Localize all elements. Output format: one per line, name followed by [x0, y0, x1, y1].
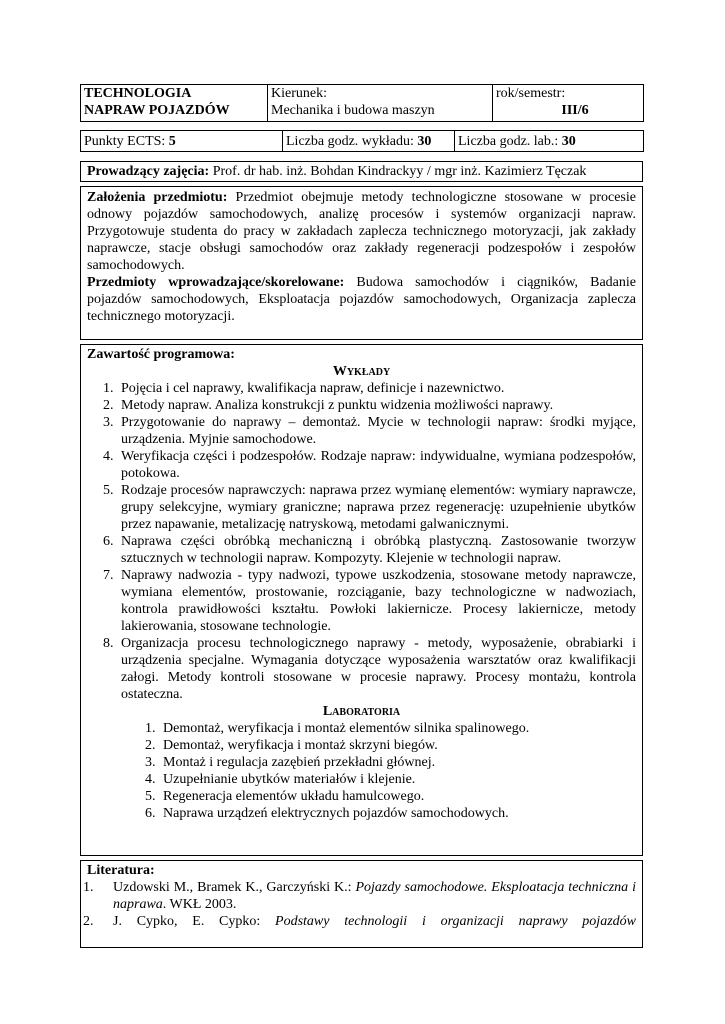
literature-authors: Uzdowski M., Bramek K., Garczyński K.:	[113, 880, 356, 895]
literature-rest: . WKŁ 2003.	[162, 897, 237, 912]
lab-item: 4. Uzupełnianie ubytków materiałów i klejenie.	[159, 771, 636, 788]
labs-list	[87, 720, 636, 822]
instructors-value: Prof. dr hab. inż. Bohdan Kindrackyy / mgr inż. Kazimierz Tęczak	[209, 164, 587, 179]
lab-hours-value: 30	[561, 133, 576, 149]
assumptions-label: Założenia przedmiotu:	[87, 190, 228, 205]
program-label: Zawartość programowa:	[87, 347, 235, 362]
hours-table	[80, 130, 643, 152]
lecture-item: 6. Naprawa części obróbką mechaniczną i obróbką plastyczną. Zastosowanie tworzyw sztucznych w technologii napraw. Kompozyty. Klejenie w technologii napraw.	[117, 533, 636, 567]
lab-item: 1. Demontaż, weryfikacja i montaż elementów silnika spalinowego.	[159, 720, 636, 737]
course-title-cell	[81, 85, 268, 122]
lecture-item: 1. Pojęcia i cel naprawy, kwalifikacja napraw, definicje i nazewnictwo.	[117, 380, 636, 397]
year-value: III/6	[561, 103, 589, 118]
year-cell	[493, 85, 644, 122]
literature-number: 1.	[83, 880, 94, 895]
literature-title: Podstawy technologii i organizacji naprawy pojazdów	[275, 914, 636, 929]
lecture-item: 3. Przygotowanie do naprawy – demontaż. Mycie w technologii napraw: środki myjące, urządzenia. Myjnie samochodowe.	[117, 414, 636, 448]
literature-entry	[113, 879, 636, 913]
prereq-text: Budowa samochodów i ciągników, Badanie pojazdów samochodowych, Eksploatacja pojazdów samochodowych, Organizacja zaplecza technicznego motoryzacji.	[87, 275, 636, 324]
lectures-heading: Wykłady	[332, 364, 391, 379]
lecture-item: 2. Metody napraw. Analiza konstrukcji z punktu widzenia możliwości naprawy.	[117, 397, 636, 414]
lab-item: 2. Demontaż, weryfikacja i montaż skrzyni biegów.	[159, 737, 636, 754]
assumptions-box	[80, 186, 643, 340]
lecture-item: 4. Weryfikacja części i podzespołów. Rodzaje napraw: indywidualne, wymiana podzespołów, potokowa.	[117, 448, 636, 482]
lab-item: 5. Regeneracja elementów układu hamulcowego.	[159, 788, 636, 805]
course-header-table	[80, 84, 643, 122]
direction-value: Mechanika i budowa maszyn	[271, 103, 435, 118]
lecture-hours-label: Liczba godz. wykładu:	[286, 133, 418, 149]
instructors-label: Prowadzący zajęcia:	[87, 164, 210, 179]
lecture-hours-value: 30	[417, 133, 432, 149]
lab-hours-label: Liczba godz. lab.:	[458, 133, 562, 149]
prereq-paragraph	[87, 274, 636, 325]
ects-label: Punkty ECTS:	[84, 133, 169, 149]
literature-number: 2.	[83, 914, 94, 929]
direction-cell	[268, 85, 493, 122]
lecture-item: 8. Organizacja procesu technologicznego naprawy - metody, wyposażenie, obrabiarki i urządzenia specjalne. Wymagania dotyczące wyposażenia warsztatów oraz kwalifikacji załogi. Metody kontroli stosowane w procesie naprawy. Procesy montażu, kontrola ostateczna.	[117, 635, 636, 703]
assumptions-paragraph	[87, 189, 636, 274]
lecture-hours-cell	[283, 131, 455, 152]
instructors-box	[80, 161, 643, 182]
ects-cell	[81, 131, 283, 152]
lab-item: 6. Naprawa urządzeń elektrycznych pojazdów samochodowych.	[159, 805, 636, 822]
literature-item	[83, 913, 636, 930]
lab-item: 3. Montaż i regulacja zazębień przekładni głównej.	[159, 754, 636, 771]
literature-entry	[113, 913, 636, 930]
literature-authors: J. Cypko, E. Cypko:	[113, 914, 276, 929]
literature-item	[83, 879, 636, 913]
assumptions-text: Przedmiot obejmuje metody technologiczne stosowane w procesie odnowy pojazdów samochodowych, analizę procesów i systemów organizacji napraw. Przygotowuje studenta do pracy w zakładach zaplecza technicznego motoryzacji, jak zakłady naprawcze, stacje obsługi samochodów oraz zakłady regeneracji podzespołów i zespołów samochodowych.	[87, 190, 636, 273]
course-title-line2: NAPRAW POJAZDÓW	[84, 103, 230, 118]
literature-box	[80, 860, 643, 948]
labs-heading: Laboratoria	[322, 704, 401, 719]
program-box	[80, 344, 643, 856]
course-title-line1: TECHNOLOGIA	[84, 86, 192, 101]
lab-hours-cell	[455, 131, 644, 152]
literature-label: Literatura:	[87, 863, 155, 878]
ects-value: 5	[168, 133, 176, 149]
year-label: rok/semestr:	[496, 86, 566, 101]
lecture-item: 7. Naprawy nadwozia - typy nadwozi, typowe uszkodzenia, stosowane metody naprawcze, wymiana elementów, prostowanie, rozciąganie, bazy technologiczne w nadwoziach, kontrola prawidłowości kształtu. Powłoki lakiernicze. Procesy lakiernicze, metody lakierowania, stosowane technologie.	[117, 567, 636, 635]
lectures-list	[87, 380, 636, 703]
literature-title: Pojazdy samochodowe. Eksploatacja techniczna i naprawa	[113, 880, 636, 912]
direction-label: Kierunek:	[271, 86, 327, 101]
lecture-item: 5. Rodzaje procesów naprawczych: naprawa przez wymianę elementów: wymiary naprawcze, grupy selekcyjne, wymiary graniczne; naprawa przez regenerację: uzupełnienie ubytków przez napawanie, metalizację natryskową, metodami galwanicznymi.	[117, 482, 636, 533]
prereq-label: Przedmioty wprowadzające/skorelowane:	[87, 275, 345, 290]
